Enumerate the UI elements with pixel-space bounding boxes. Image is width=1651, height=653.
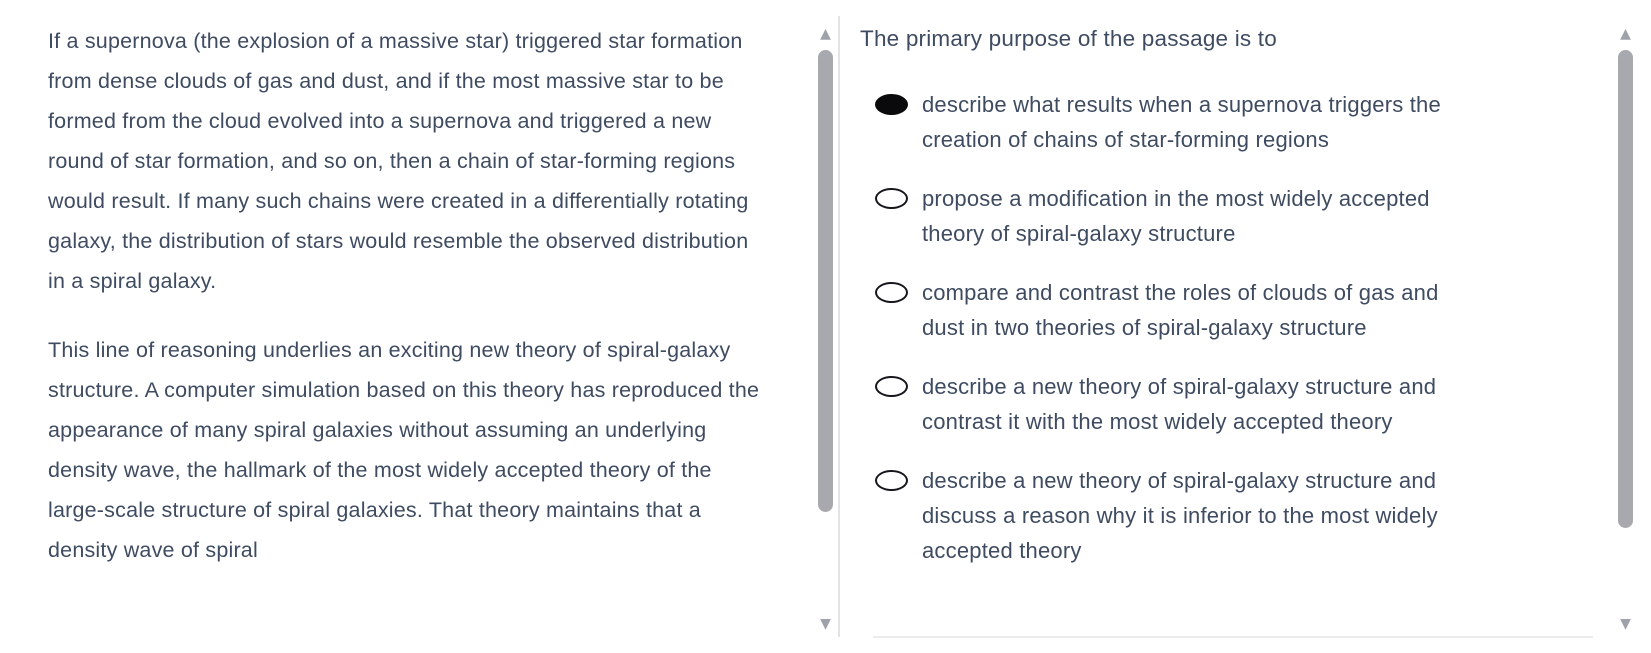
scroll-up-icon[interactable]: ▲ — [1620, 26, 1631, 42]
scroll-down-icon[interactable]: ▼ — [1620, 616, 1631, 632]
scroll-down-icon[interactable]: ▼ — [820, 616, 831, 632]
radio-oval-icon[interactable] — [875, 470, 908, 491]
question-scrollbar-thumb[interactable] — [1618, 50, 1633, 528]
question-panel — [860, 0, 1540, 637]
answer-option-e[interactable] — [860, 463, 1540, 568]
question-prompt: The primary purpose of the passage is to — [860, 26, 1277, 51]
question-panel-bottom-divider — [873, 636, 1593, 638]
radio-oval-icon[interactable] — [875, 188, 908, 209]
answer-option-b[interactable] — [860, 181, 1540, 251]
answer-option-label[interactable]: compare and contrast the roles of clouds of gas and dust in two theories of spiral-galaxy structure — [922, 280, 1439, 340]
answer-option-c[interactable] — [860, 275, 1540, 345]
answer-options-list — [860, 87, 1540, 568]
passage-scrollbar[interactable] — [818, 0, 833, 653]
panel-divider — [838, 16, 840, 637]
passage-panel — [48, 0, 760, 612]
scroll-up-icon[interactable]: ▲ — [820, 26, 831, 42]
question-scrollbar[interactable] — [1618, 0, 1633, 653]
passage-paragraph-1: If a supernova (the explosion of a massive star) triggered star formation from dense clouds of gas and dust, and if the most massive star to be formed from the cloud evolved into a supernova and triggered a new round of star formation, and so on, then a chain of star-forming regions would result. If many such chains were created in a differentially rotating galaxy, the distribution of stars would resemble the observed distribution in a spiral galaxy. — [48, 29, 749, 293]
answer-option-label[interactable]: propose a modification in the most widely accepted theory of spiral-galaxy structure — [922, 186, 1430, 246]
passage-paragraph-2: This line of reasoning underlies an exciting new theory of spiral-galaxy structure. A computer simulation based on this theory has reproduced the appearance of many spiral galaxies without assuming an underlying density wave, the hallmark of the most widely accepted theory of the large-scale structure of spiral galaxies. That theory maintains that a density wave of spiral — [48, 338, 760, 562]
answer-option-label[interactable]: describe a new theory of spiral-galaxy structure and contrast it with the most widely accepted theory — [922, 374, 1437, 434]
radio-oval-icon[interactable] — [875, 282, 908, 303]
passage-scrollbar-thumb[interactable] — [818, 50, 833, 512]
answer-option-label[interactable]: describe a new theory of spiral-galaxy structure and discuss a reason why it is inferior to the most widely accepted theory — [922, 468, 1438, 563]
answer-option-d[interactable] — [860, 369, 1540, 439]
radio-oval-icon[interactable] — [875, 376, 908, 397]
answer-option-a[interactable] — [860, 87, 1540, 157]
radio-oval-icon[interactable] — [875, 94, 908, 115]
answer-option-label[interactable]: describe what results when a supernova triggers the creation of chains of star-forming regions — [922, 92, 1441, 152]
